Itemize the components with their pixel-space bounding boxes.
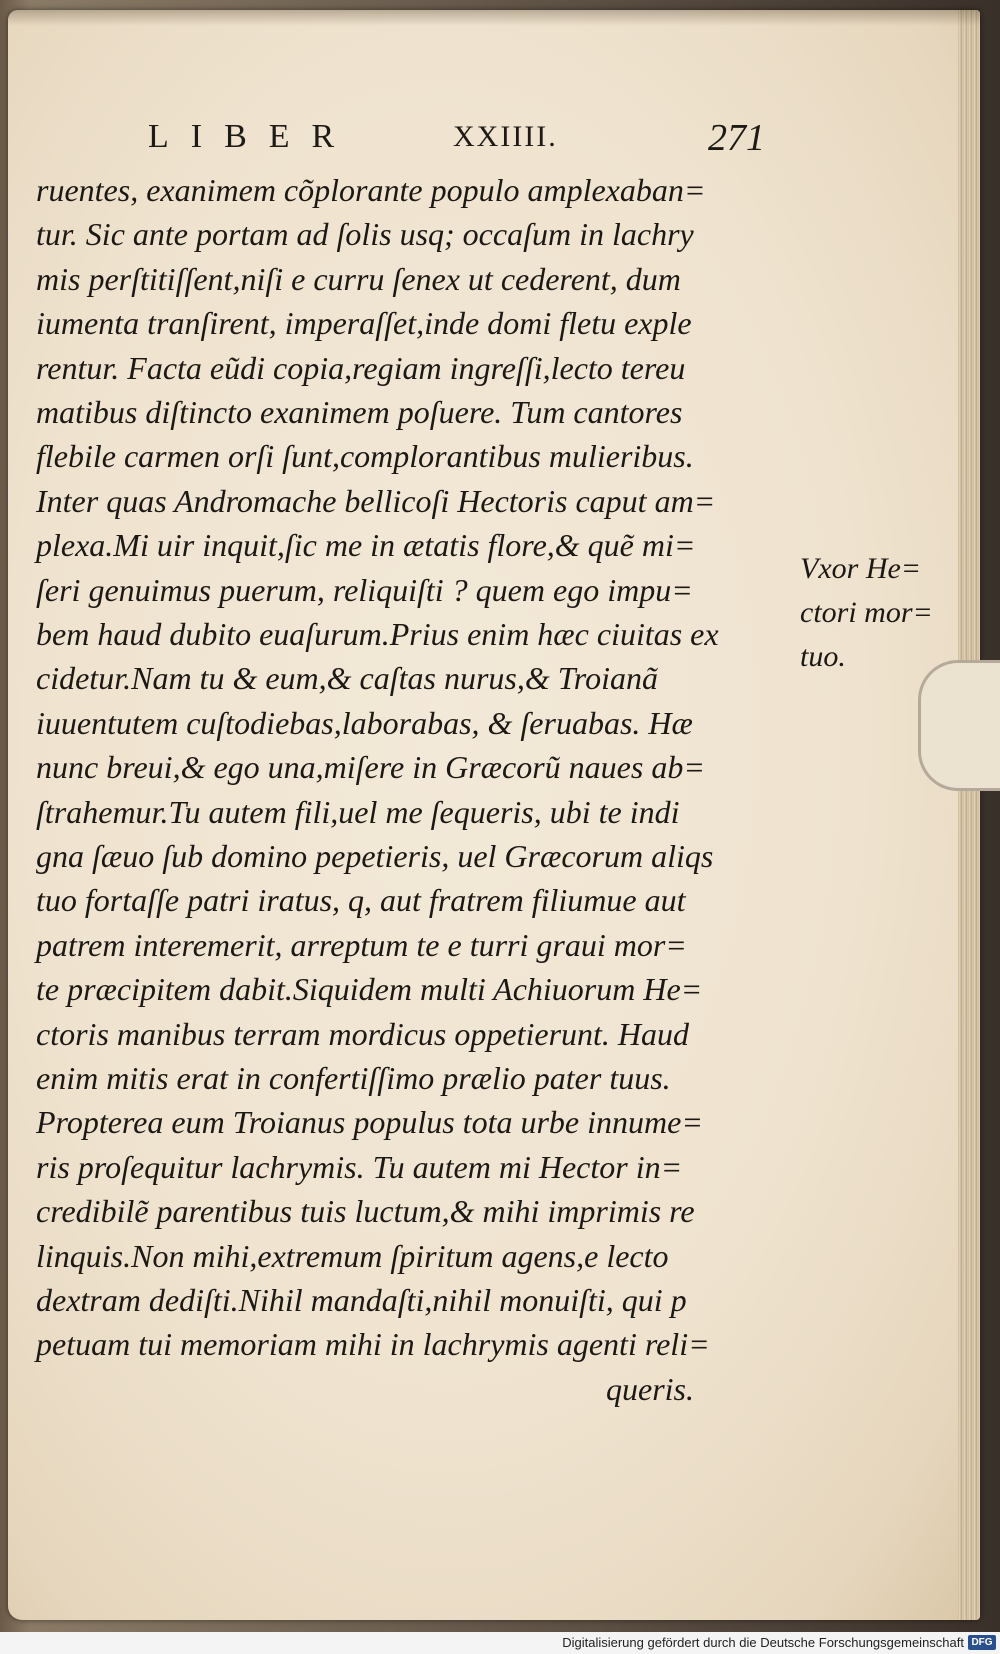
text-line: flebile carmen orſi ſunt,complorantibus mulieribus.	[36, 438, 694, 475]
text-line: tuo fortaſſe patri iratus, q, aut fratrem filiumue aut	[36, 882, 686, 919]
text-line: mis perſtitiſſent,niſi e curru ſenex ut cederent, dum	[36, 260, 681, 297]
page-number: 271	[708, 117, 765, 159]
text-line: petuam tui memoriam mihi in lachrymis agenti reli=	[36, 1326, 710, 1363]
text-line: iumenta tranſirent, imperaſſet,inde domi fletu exple	[36, 305, 692, 342]
page-top-shadow	[8, 10, 980, 26]
text-line: Inter quas Andromache bellicoſi Hectoris caput am=	[36, 482, 716, 519]
dfg-logo: DFG	[968, 1635, 996, 1650]
text-line: plexa.Mi uir inquit,ſic me in ætatis flore,& quẽ mi=	[36, 527, 696, 564]
running-head-book-number: XXIIII.	[453, 120, 558, 153]
text-line: ris proſequitur lachrymis. Tu autem mi Hector in=	[36, 1148, 683, 1185]
text-line: tur. Sic ante portam ad ſolis usq; occaſum in lachry	[36, 216, 694, 253]
text-line: patrem interemerit, arreptum te e turri graui mor=	[36, 926, 687, 963]
text-line: credibilẽ parentibus tuis luctum,& mihi imprimis re	[36, 1193, 695, 1230]
text-line: iuuentutem cuſtodiebas,laborabas, & ſeruabas. Hæ	[36, 704, 693, 741]
text-line: Propterea eum Troianus populus tota urbe innume=	[36, 1104, 703, 1141]
text-line: queris.	[606, 1370, 694, 1407]
text-line: ſtrahemur.Tu autem fili,uel me ſequeris, ubi te indi	[36, 793, 680, 830]
page-edge	[958, 10, 980, 1620]
text-line: ctoris manibus terram mordicus oppetierunt. Haud	[36, 1015, 690, 1052]
text-line: bem haud dubito euaſurum.Prius enim hæc ciuitas ex	[36, 616, 719, 652]
margin-note-line: tuo.	[800, 640, 846, 673]
text-line: dextram dediſti.Nihil mandaſti,nihil monuiſti, qui p	[36, 1282, 687, 1318]
text-line: rentur. Facta eũdi copia,regiam ingreſſi,lecto tereu	[36, 349, 686, 386]
text-line: ruentes, exanimem cõplorante populo amplexaban=	[36, 172, 706, 208]
margin-note-line: ctori mor=	[800, 596, 933, 629]
running-head	[148, 118, 788, 166]
page-tab-mark	[918, 660, 1000, 791]
digitization-footer	[0, 1632, 1000, 1654]
text-line: cidetur.Nam tu & eum,& caſtas nurus,& Troianã	[36, 660, 658, 697]
running-head-book: LIBER	[148, 118, 357, 155]
text-line: linquis.Non mihi,extremum ſpiritum agens,e lecto	[36, 1237, 669, 1274]
text-line: enim mitis erat in confertiſſimo prælio pater tuus.	[36, 1060, 671, 1096]
margin-note-line: Vxor He=	[800, 552, 922, 585]
text-line: nunc breui,& ego una,miſere in Græcorũ naues ab=	[36, 749, 705, 786]
text-line: gna ſæuo ſub domino pepetieris, uel Græcorum aliqs	[36, 838, 714, 874]
text-line: matibus diſtincto exanimem poſuere. Tum cantores	[36, 394, 683, 430]
text-line: ſeri genuimus puerum, reliquiſti ? quem ego impu=	[36, 571, 693, 608]
footer-credit: Digitalisierung gefördert durch die Deutsche Forschungsgemeinschaft	[562, 1635, 964, 1650]
text-line: te præcipitem dabit.Siquidem multi Achiuorum He=	[36, 971, 703, 1008]
